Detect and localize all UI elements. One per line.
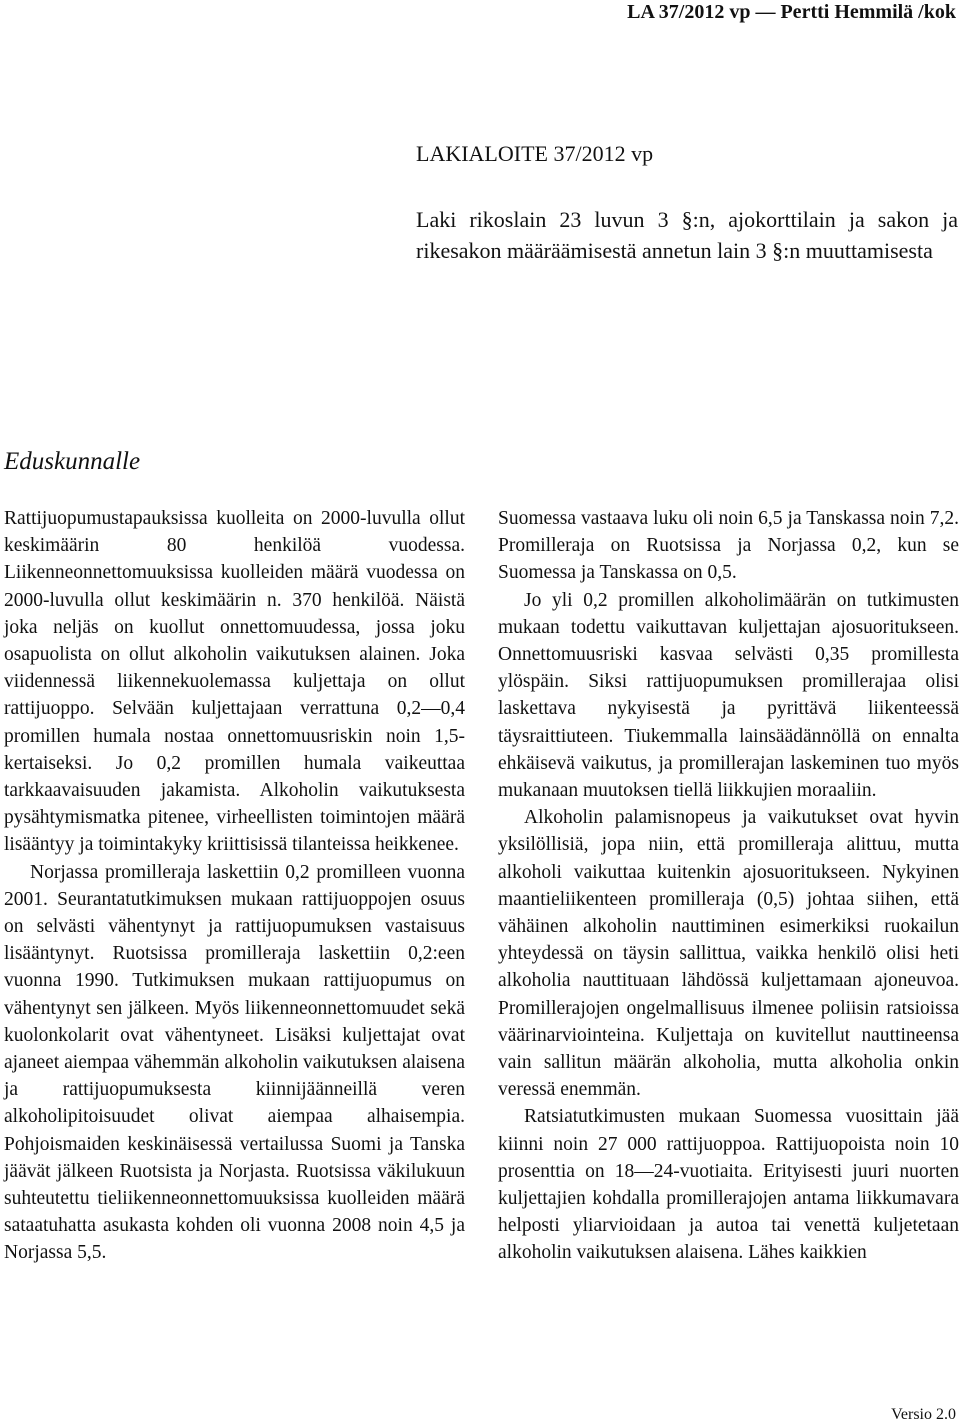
left-column [4, 505, 465, 1267]
version-label: Versio 2.0 [891, 1406, 956, 1423]
addressee: Eduskunnalle [4, 448, 141, 475]
paragraph: Norjassa promilleraja laskettiin 0,2 promilleen vuonna 2001. Seurantatutkimuksen mukaan rattijuoppojen osuus on selvästi vähentynyt ja rattijuopumuksen vastaisuus lisääntynyt. Ruotsissa promilleraja laskettiin 0,2:een vuonna 1990. Tutkimuksen mukaan rattijuopumus on vähentynyt sen jälkeen. Myös liikenneonnettomuudet sekä kuolonkolarit ovat vähentyneet. Lisäksi kuljettajat ovat ajaneet aiempaa vähemmän alkoholin vaikutuksen alaisena ja rattijuopumuksesta kiinnijäänneillä veren alkoholipitoisuudet olivat aiempaa alhaisempia. Pohjoismaiden keskinäisessä vertailussa Suomi ja Tanska jäävät jälkeen Ruotsista ja Norjasta. Ruotsissa väkilukuun suhteutettu tieliikenneonnettomuuksissa kuolleiden määrä sataatuhatta asukasta kohden oli vuonna 2008 noin 4,5 ja Norjassa 5,5. [4, 861, 465, 1264]
document-subtitle: Laki rikoslain 23 luvun 3 §:n, ajokorttilain ja sakon ja rikesakon määräämisestä annetun lain 3 §:n muuttamisesta [416, 207, 958, 263]
paragraph: Alkoholin palamisnopeus ja vaikutukset ovat hyvin yksilöllisiä, jopa niin, että promilleraja alittuu, mutta alkoholi vaikuttaa kuitenkin ajosuoritukseen. Nykyinen maantieliikenteen promilleraja (0,5) johtaa siihen, että vähäinen alkoholin nauttiminen esimerkiksi ruokailun yhteydessä on täysin sallittua, vaikka henkilö olisi heti alkoholia nauttituaan lähdössä kuljettamaan ajoneuvoa. Promillerajojen ongelmallisuus ilmenee poliisin ratsioissa väärinarviointeina. Kuljettaja on kuvitellut nauttineensa vain sallitun määrän alkoholia, mutta alkoholia onkin veressä enemmän. [498, 807, 959, 1101]
paragraph: Suomessa vastaava luku oli noin 6,5 ja Tanskassa noin 7,2. Promilleraja on Ruotsissa ja Norjassa 0,2, kun se Suomessa ja Tanskassa on 0,5. [498, 508, 959, 584]
running-header: LA 37/2012 vp — Pertti Hemmilä /kok [627, 1, 956, 23]
paragraph: Ratsiatutkimusten mukaan Suomessa vuosittain jää kiinni noin 27 000 rattijuoppoa. Rattijuopoista noin 10 prosenttia on 18—24-vuotiaita. Erityisesti juuri nuorten kuljettajien kohdalla promillerajojen antama liikkumavara helposti yliarvioidaan ja autoa tai venettä kuljetetaan alkoholin vaikutuksen alaisena. Lähes kaikkien [498, 1106, 959, 1264]
paragraph: Jo yli 0,2 promillen alkoholimäärän on tutkimusten mukaan todettu vaikuttavan kuljettajan ajosuoritukseen. Onnettomuusriski kasvaa selvästi 0,35 promillesta ylöspäin. Siksi rattijuopumuksen promillerajaa olisi laskettava nykyisestä ja pyrittävä liikenteessä täysraittiuteen. Tiukemmalla lainsäädännöllä on ennalta ehkäisevä vaikutus, ja promillerajan laskeminen tuo myös mukanaan muutoksen tiellä liikkujien moraaliin. [498, 589, 959, 802]
document-title: LAKIALOITE 37/2012 vp [416, 141, 654, 166]
right-column [498, 505, 959, 1267]
paragraph: Rattijuopumustapauksissa kuolleita on 2000-luvulla ollut keskimäärin 80 henkilöä vuodessa. Liikenneonnettomuuksissa kuolleiden määrä vuodessa on 2000-luvulla ollut keskimäärin n. 370 henkilöä. Näistä joka neljäs on kuollut onnettomuudessa, jossa joku osapuolista on ollut alkoholin vaikutuksen alainen. Joka viidennessä liikennekuolemassa kuljettaja on ollut rattijuoppo. Selvään kuljettajaan verrattuna 0,2—0,4 promillen humala nostaa onnettomuusriskin noin 1,5-kertaiseksi. Jo 0,2 promillen humala vaikeuttaa tarkkaavaisuuden jakamista. Alkoholin vaikutuksesta pysähtymismatka pitenee, virheellisten toimintojen määrä lisääntyy ja toimintakyky kriittisissä tilanteissa heikkenee. [4, 508, 465, 856]
